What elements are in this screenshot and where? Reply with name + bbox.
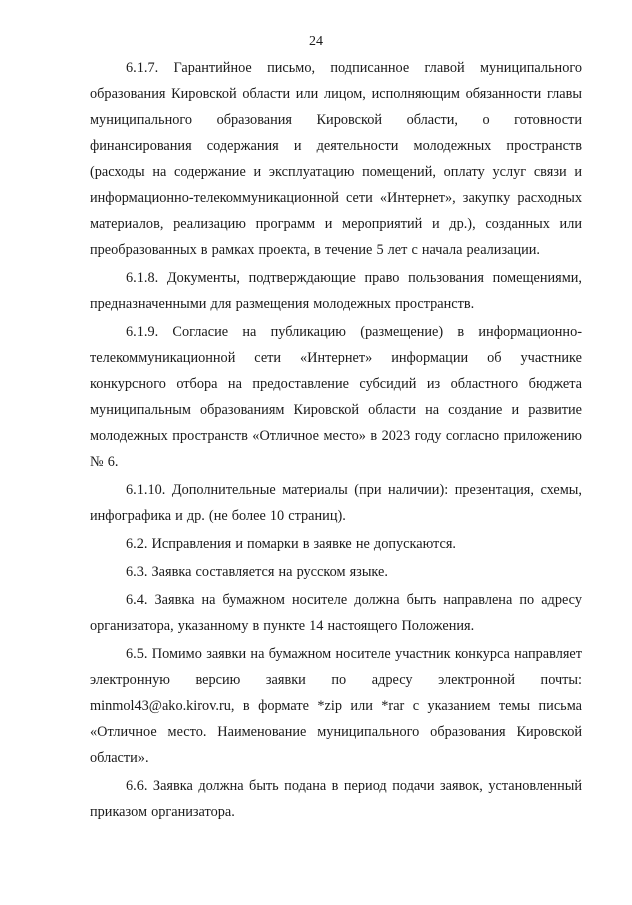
paragraph-6-1-8: 6.1.8. Документы, подтверждающие право пользования помещениями, предназначенными для размещения молодежных пространств.	[90, 270, 582, 312]
paragraph-6-3: 6.3. Заявка составляется на русском языке.	[126, 564, 388, 580]
paragraph-6-1-10: 6.1.10. Дополнительные материалы (при наличии): презентация, схемы, инфографика и др. (не более 10 страниц).	[90, 482, 582, 524]
paragraph-6-4: 6.4. Заявка на бумажном носителе должна быть направлена по адресу организатора, указанному в пункте 14 настоящего Положения.	[90, 592, 582, 634]
paragraph-6-1-9: 6.1.9. Согласие на публикацию (размещение) в информационно-телекоммуникационной сети «Интернет» информации об участнике конкурсного отбора на предоставление субсидий из областного бюджета муниципальным образованиям Кировской области на создание и развитие молодежных пространств «Отличное место» в 2023 году согласно приложению № 6.	[90, 324, 582, 470]
paragraph-6-6: 6.6. Заявка должна быть подана в период подачи заявок, установленный приказом организатора.	[90, 778, 582, 820]
paragraph-6-1-7: 6.1.7. Гарантийное письмо, подписанное главой муниципального образования Кировской области или лицом, исполняющим обязанности главы муниципального образования Кировской области, о готовности финансирования содержания и деятельности молодежных пространств (расходы на содержание и эксплуатацию помещений, оплату услуг связи и информационно-телекоммуникационной сети «Интернет», закупку расходных материалов, реализацию программ и мероприятий и др.), созданных или преобразованных в рамках проекта, в течение 5 лет с начала реализации.	[90, 60, 582, 258]
page-number: 24	[309, 34, 323, 49]
paragraph-6-5: 6.5. Помимо заявки на бумажном носителе участник конкурса направляет электронную версию заявки по адресу электронной почты: minmol43@ako.kirov.ru, в формате *zip или *rar с указанием темы письма «Отличное место. Наименование муниципального образования Кировской области».	[90, 646, 582, 766]
paragraph-6-2: 6.2. Исправления и помарки в заявке не допускаются.	[126, 536, 456, 552]
document-body	[90, 55, 582, 827]
